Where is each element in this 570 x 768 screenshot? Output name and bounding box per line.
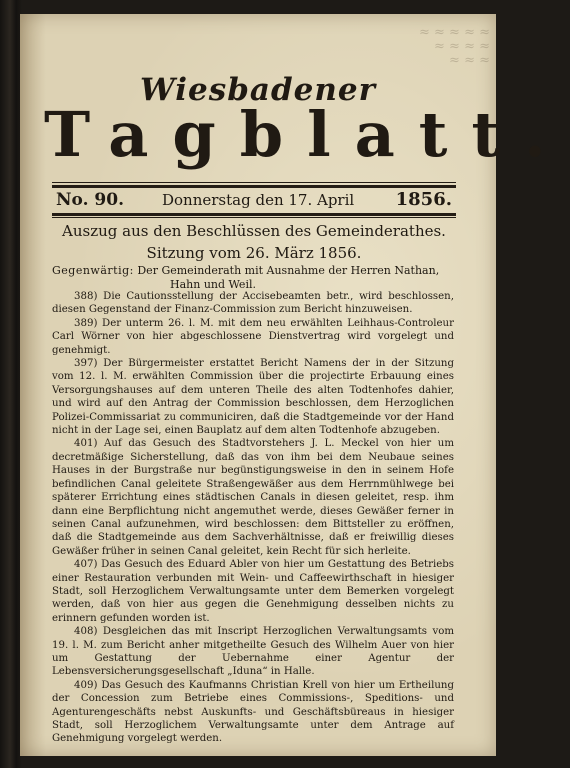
paragraph-401: 401) Auf das Gesuch des Stadtvorstehers J. L. Meckel von hier um decretmäßige Sicherstellung, daß das von ihm bei dem Neubaue seines Hauses in der Burgstraße nur begünstigungsweise in den in seinem Hofe befindlichen Canal geleitete Straßengewäßer aus dem Herrnmühlwege bei späterer Errichtung eines städtischen Canals in diesen geleitet, resp. ihm dann eine Berpflichtung nicht angemuthet werde, dieses Gewäßer ferner in seinen Canal aufzunehmen, wird beschlossen: dem Bittsteller zu eröffnen, daß die Stadtgemeinde aus dem Sachverhältnisse, daß er freiwillig dieses Gewäßer früher in seinen Canal geleitet, kein Recht für sich herleite. [52,438,454,557]
attendance-label: Gegenwärtig: [52,264,134,277]
bleed-through-text: ≈ ≈ ≈ ≈ ≈ ≈ ≈ ≈ ≈ ≈ ≈ ≈ [419,25,490,68]
header-rule-bottom-thick [52,213,456,216]
masthead-subtitle: Wiesbadener [140,72,376,108]
paragraph-388: 388) Die Cautionsstellung der Accisebeamten betr., wird beschlossen, diesen Gegenstand der Finanz-Commission zum Bericht hinzuweisen. [52,291,454,316]
header-rule-bottom [52,217,456,218]
issue-date: Donnerstag den 17. April [162,191,355,209]
article-heading: Auszug aus den Beschlüssen des Gemeinderathes. [62,222,446,240]
paragraph-407: 407) Das Gesuch des Eduard Abler von hier um Gestattung des Betriebs einer Restauration verbunden mit Wein- und Caffeewirthschaft in hiesiger Stadt, soll Herzoglichem Verwaltungsamte unter dem Bemerken vorgelegt werden, daß von hier aus gegen die Genehmigung desselben nichts zu erinnern gefunden worden ist. [52,559,454,624]
issue-number: No. 90. [56,190,124,210]
issue-line [52,188,456,212]
article-subheading: Sitzung vom 26. März 1856. [146,244,362,262]
paragraph-409: 409) Das Gesuch des Kaufmanns Christian Krell von hier um Ertheilung der Concession zum Betriebe eines Commissions-, Speditions- und Agenturengeschäfts nebst Auskunfts- und Geschäftsbüreaus in hiesiger Stadt, soll Herzoglichem Verwaltungsamte unter dem Antrage auf Genehmigung vorgelegt werden. [52,679,454,745]
article-body [52,290,454,746]
attendance-text: Der Gemeinderath mit Ausnahme der Herren Nathan, [137,264,440,277]
newspaper-page [20,14,570,756]
issue-year: 1856. [395,189,452,210]
paragraph-389: 389) Der unterm 26. l. M. mit dem neu erwählten Leihhaus-Controleur Carl Wörner von hier abgeschlossene Dienstvertrag wird vorgelegt und genehmigt. [52,317,454,356]
attendance-names: Hahn und Weil. [170,278,256,291]
header-rule-top [52,182,456,183]
paragraph-397: 397) Der Bürgermeister erstattet Bericht Namens der in der Sitzung vom 12. l. M. erwählten Commission über die projectirte Erbauung eines Versorgungshauses auf dem unteren Theile des alten Todtenhofes dahier, und wird auf den Antrag der Commission beschlossen, dem Herzoglichen Polizei-Commissariat zu communiciren, daß die Stadtgemeinde vor der Hand nicht in der Lage sei, einen Bauplatz auf dem alten Todtenhofe abzugeben. [52,358,454,437]
paragraph-408: 408) Desgleichen das mit Inscript Herzoglichen Verwaltungsamts vom 19. l. M. zum Bericht anher mitgetheilte Gesuch des Wilhelm Auer von hier um Gestattung der Uebernahme einer Agentur der Lebensversicherungsgesellschaft „Iduna“ in Halle. [52,626,454,678]
masthead-title: Tagblatt. [44,98,570,171]
attendance-line [52,264,452,292]
